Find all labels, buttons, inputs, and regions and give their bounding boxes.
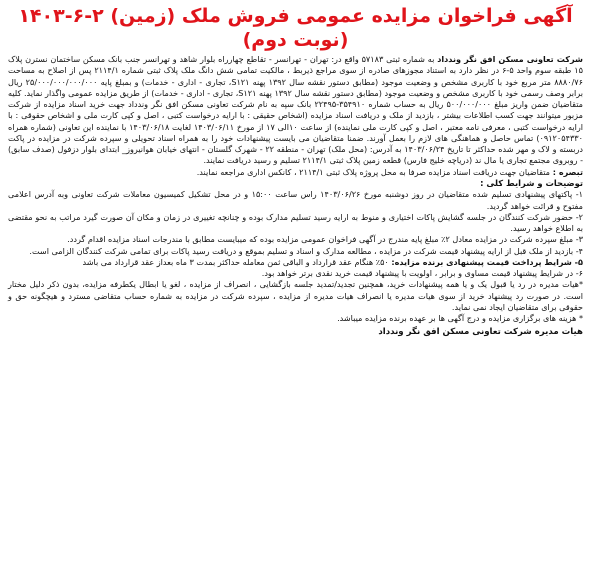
condition-item: * هزینه های برگزاری مزایده و درج آگهی ها بر عهده برنده مزایده میباشد. [337,313,583,323]
intro-text: به شماره ثبتی ۵۷۱۸۳ واقع در: تهران - تهرانسر - تقاطع چهارراه بلوار شاهد و تهرانسر جنب بانک مسکن ساختمان نسترن پلاک ۱۵ طبقه سوم واحد ۵-۶ در نظر دارد به استناد مجوزهای صادره از سوی مراجع ذیربط ، مالکیت تمامی شش دانگ ملک پلاک ثبتی شماره ۲۱۱۴/۱ پس از اصلاح به مساحت ۸۸۸۰/۷۶ متر مربع خود با کاربری مشخص و وضعیت موجود (مطابق دستور نقشه سال ۱۳۹۲ پهنه S۱۲۱، تجاری - اداری - خدمات) و بمبلغ پایه ۲۵/۰۰۰/۰۰۰/۰۰۰/۰۰۰ ریال برابر وصف رسمی خود با کاربری مشخص و وضعیت موجود (مطابق دستور نقشه سال ۱۳۹۲ پهنه S۱۲۱، تجاری - اداری - خدمات) از طریق مزایده عمومی واگذار نماید. کلیه متقاضیان ضمن واریز مبلغ ۵۰۰/۰۰۰/۰۰۰ ریال به حساب شماره ۳۵۴۹۱۰-۲۲۴۹۵ بانک سپه به نام شرکت تعاونی مسکن افق نگر وندداد جهت خرید اسناد مزایده از شرکت مزبور میتوانند جهت کسب اطلاعات بیشتر ، بازدید از ملک و دریافت اسناد مزایده (اشخاص حقیقی : با ارایه درخواست کتبی ، اصل و کپی کارت ملی و اشخاص حقوقی : با ارایه درخواست کتبی ، معرفی نامه معتبر ، اصل و کپی کارت ملی نماینده) از ساعت ۱۰الی ۱۷ از مورخ ۱۴۰۳/۰۶/۱۱ لغایت ۱۴۰۳/۰۶/۱۸ با نماینده این تعاونی (شماره همراه ۰۹۱۲۰۵۴۳۳۰) تماس حاصل و هماهنگی های لازم را بعمل آورند. ضمنا متقاضیان می بایست پیشنهادات خود را به همراه اسناد تحویلی و سپرده شرکت در مزایده در پاکت دربسته و لاک و مهر شده حداکثر تا تاریخ ۱۴۰۳/۰۶/۲۴ به آدرس: (محل ملک) تهران - منطقه ۲۲ - شهرک گلستان - انتهای خیابان هوانیروز_ ابتدای بلوار دزفول (صدف سابق) - روبروی مجتمع تجاری یا مال ند (دریاچه خلیج فارس) قطعه زمین پلاک ثبتی ۲۱۱۴/۱ تسلیم و رسید دریافت نمایند. [8,54,583,166]
payment-label: ۵- شرایط پرداخت قیمت پیشنهادی برنده مزایده: [391,256,583,267]
condition-item: ۶- در شرایط پیشنهاد قیمت مساوی و برابر ، اولویت با پیشنهاد قیمت خرید نقدی برتر خواهد بود. [261,268,583,278]
conditions-title: توضیحات و شرایط کلی : [480,177,583,188]
notice-subtitle: (نوبت دوم) [242,29,349,51]
payment-text: ۵۰٪ هنگام عقد قرارداد و الباقی ثمن معامله حداکثر بمدت ۳ ماه بعداز عقد قرارداد می باشد [82,256,389,267]
condition-item: ۲- حضور شرکت کنندگان در جلسه گشایش پاکات اختیاری و منوط به ارایه رسید تسلیم مدارک بوده و چنانچه تغییری در زمان و مکان آن صورت گیرد مراتب به نحو مقتضی به اطلاع خواهد رسید. [8,211,583,233]
notice-note [8,167,583,178]
company-name: شرکت تعاونی مسکن افق نگر وندداد [437,54,583,64]
condition-item: ۳- مبلغ سپرده شرکت در مزایده معادل ۲٪ مبلغ پایه مندرج در آگهی فراخوان عمومی مزایده بوده که میبایست مطابق با مندرجات اسناد مزایده اقدام گردد. [67,234,583,245]
note-label: تبصره : [549,166,583,177]
notice-intro [8,54,583,167]
notice-title: آگهی فراخوان مزایده عمومی فروش ملک (زمین) ۲-۶-۱۴۰۳ [18,5,573,27]
condition-item: ۱- پاکتهای پیشنهادی تسلیم شده متقاضیان در روز دوشنبه مورخ ۱۴۰۳/۰۶/۲۶ راس ساعت ۱۵:۰۰ و در محل تشکیل کمیسیون معاملات شرکت تعاونی وبه آدرس اعلامی مفتوح و قرائت خواهد گردید. [8,189,584,211]
condition-item: *هیات مدیره در رد یا قبول یک و یا همه پیشنهادات خرید، همچنین تجدید/تمدید جلسه بازگشایی ، انصراف از مزایده ، لغو یا ابطال یکطرفه مزایده، بدون ذکر دلیل مختار است. در صورت رد پیشنهاد خرید از سوی هیات مدیره یا انصراف هیات مدیره از مزایده ، سپرده شرکت در مزایده به شماره حساب متقاضی مسترد و هیچگونه حق و حقوقی برای متقاضیان ایجاد نمی نماید. [8,279,583,312]
note-text: متقاضیان جهت دریافت اسناد مزایده صرفا به محل پروژه پلاک ثبتی ۲۱۱۴/۱ ، کانکس اداری مراجعه نمایند. [196,166,550,177]
notice-signature: هیات مدیره شرکت تعاونی مسکن افق نگر وندداد [378,327,583,338]
payment-conditions [8,257,583,268]
condition-item: ۴- بازدید از ملک قبل از ارایه پیشنهاد قیمت شرکت در مزایده ، مطالعه مدارک و اسناد و تسلیم بموقع و دریافت رسید پاکات برای تمامی شرکت کنندگان الزامی است. [29,245,583,256]
